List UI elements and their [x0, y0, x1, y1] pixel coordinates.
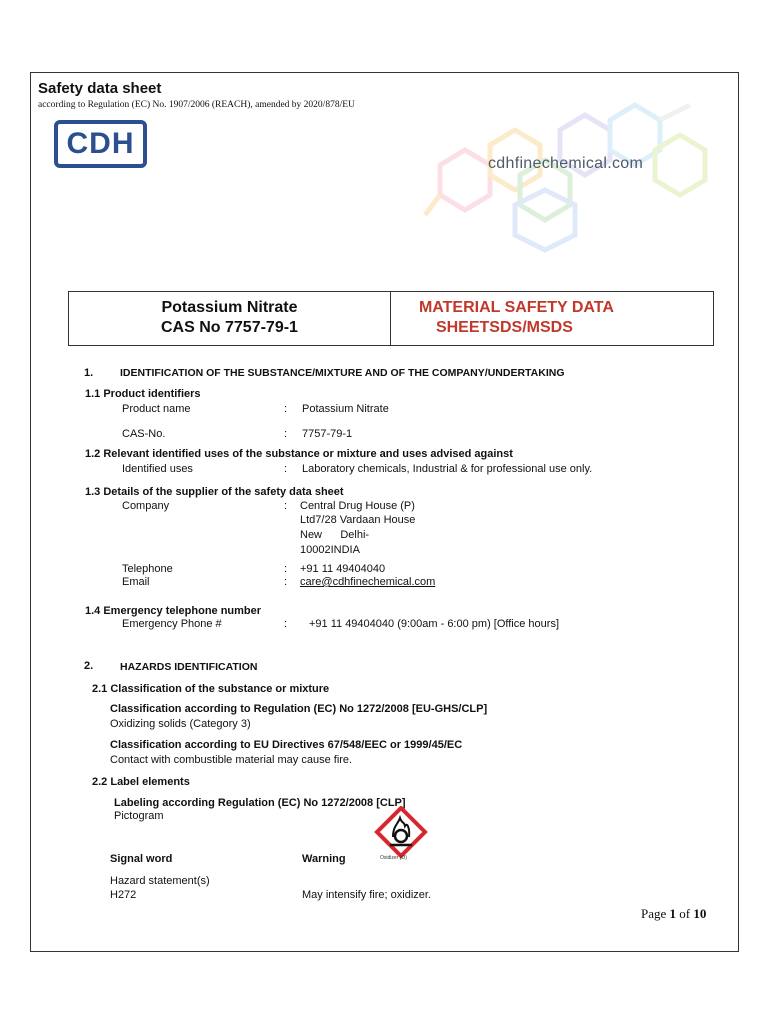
page-current: 1 — [669, 906, 677, 921]
section-1-2-heading: 1.2 Relevant identified uses of the substance or mixture and uses advised against — [85, 448, 513, 460]
cas-label: CAS-No. — [122, 428, 166, 440]
pictogram-label: Pictogram — [114, 810, 164, 822]
company-website: cdhfinechemical.com — [488, 155, 644, 172]
company-label: Company — [122, 500, 170, 512]
identified-uses-value: Laboratory chemicals, Industrial & for professional use only. — [302, 463, 593, 475]
page-prefix: Page — [641, 906, 667, 921]
hazard-code: H272 — [110, 889, 137, 901]
msds-title — [391, 292, 713, 345]
emergency-phone-label: Emergency Phone # — [122, 618, 222, 630]
colon: : — [284, 403, 288, 415]
section-1-1-heading: 1.1 Product identifiers — [85, 388, 201, 400]
section-2-number: 2. — [84, 660, 94, 672]
email-label: Email — [122, 576, 150, 588]
telephone-value: +91 11 49404040 — [300, 563, 386, 575]
identified-uses-label: Identified uses — [122, 463, 193, 475]
company-logo: CDH — [54, 120, 147, 168]
signal-word-value: Warning — [302, 853, 346, 865]
hazard-text: May intensify fire; oxidizer. — [302, 889, 431, 901]
product-cas-heading: CAS No 7757-79-1 — [161, 319, 298, 336]
document-title: Safety data sheet — [38, 80, 162, 97]
section-1-3-heading: 1.3 Details of the supplier of the safety data sheet — [85, 486, 344, 498]
product-name-value: Potassium Nitrate — [302, 403, 389, 415]
colon: : — [284, 576, 288, 588]
colon: : — [284, 463, 288, 475]
email-link[interactable]: care@cdhfinechemical.com — [300, 576, 436, 588]
product-name-label: Product name — [122, 403, 191, 415]
labeling-heading: Labeling according Regulation (EC) No 1272/2008 [CLP] — [114, 797, 406, 809]
section-2-1-heading: 2.1 Classification of the substance or mixture — [92, 683, 330, 695]
msds-title-line1: MATERIAL SAFETY DATA — [418, 299, 614, 316]
colon: : — [284, 500, 288, 512]
classification-eu-value: Contact with combustible material may cause fire. — [110, 754, 353, 766]
title-box — [68, 291, 714, 346]
section-2-heading: HAZARDS IDENTIFICATION — [120, 661, 258, 673]
company-address-line2: Ltd7/28 Vardaan House — [300, 514, 416, 526]
company-address-line4: 10002INDIA — [300, 544, 360, 556]
page-total: 10 — [693, 906, 707, 921]
company-address-line3: New Delhi- — [300, 529, 370, 541]
product-name-heading: Potassium Nitrate — [161, 299, 298, 316]
section-1-number: 1. — [84, 367, 94, 379]
pictogram-caption: Oxidizer (O) — [380, 855, 407, 861]
molecule-decoration — [420, 95, 720, 255]
classification-ec-value: Oxidizing solids (Category 3) — [110, 718, 251, 730]
section-1-heading: IDENTIFICATION OF THE SUBSTANCE/MIXTURE AND OF THE COMPANY/UNDERTAKING — [120, 367, 565, 379]
page-number — [641, 906, 706, 922]
classification-ec-heading: Classification according to Regulation (EC) No 1272/2008 [EU-GHS/CLP] — [110, 703, 488, 715]
product-title — [69, 292, 391, 345]
classification-eu-heading: Classification according to EU Directives 67/548/EEC or 1999/45/EC — [110, 739, 463, 751]
colon: : — [284, 618, 288, 630]
emergency-phone-value: +91 11 49404040 (9:00am - 6:00 pm) [Office hours] — [309, 618, 559, 630]
cas-value: 7757-79-1 — [302, 428, 353, 440]
section-1-4-heading: 1.4 Emergency telephone number — [85, 605, 262, 617]
colon: : — [284, 428, 288, 440]
telephone-label: Telephone — [122, 563, 173, 575]
section-2-2-heading: 2.2 Label elements — [92, 776, 190, 788]
signal-word-label: Signal word — [110, 853, 173, 865]
hazard-statements-label: Hazard statement(s) — [110, 875, 210, 887]
company-address-line1: Central Drug House (P) — [300, 500, 415, 512]
document-subtitle: according to Regulation (EC) No. 1907/2006 (REACH), amended by 2020/878/EU — [38, 100, 355, 110]
msds-title-line2: SHEETSDS/MSDS — [435, 319, 573, 336]
page-of: of — [679, 906, 691, 921]
colon: : — [284, 563, 288, 575]
